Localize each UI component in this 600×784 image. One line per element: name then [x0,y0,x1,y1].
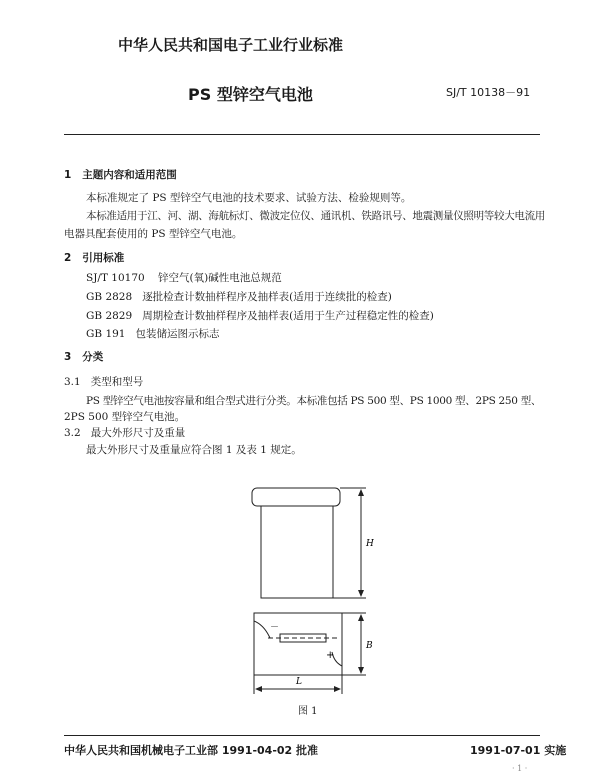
figure-battery-drawing [230,478,390,700]
subsection-title: 最大外形尺寸及重量 [90,427,186,439]
subsection-number: 3.2 [64,427,81,439]
reference-item [86,270,282,285]
reference-title: 锌空气(氧)碱性电池总规范 [158,272,282,284]
subsection-heading [64,374,143,389]
battery-body [261,506,333,598]
reference-code: GB 2828 [86,291,133,303]
arrowhead [358,489,364,496]
height-label: H [366,539,374,549]
footer-rule [64,735,540,736]
paragraph: PS 型锌空气电池按容量和组合型式进行分类。本标准包括 PS 500 型、PS 1000 型、2PS 250 型、 [86,395,542,407]
length-label: L [296,677,302,687]
figure-caption: 图 1 [298,706,318,717]
paragraph: 最大外形尺寸及重量应符合图 1 及表 1 规定。 [86,444,302,456]
effective-date: 1991-07-01 实施 [470,744,567,757]
negative-terminal-mark: － [270,623,280,633]
battery-cap [252,488,340,506]
reference-item [86,326,220,341]
section-number: 2 [64,252,72,264]
section-title: 主题内容和适用范围 [82,169,177,181]
positive-terminal-mark: + [326,650,335,661]
paragraph: 本标准规定了 PS 型锌空气电池的技术要求、试验方法、检验规则等。 [86,192,412,204]
arrowhead [358,590,364,597]
document-title: PS 型锌空气电池 [188,85,313,104]
standard-code: SJ/T 10138－91 [446,86,531,99]
section-title: 分类 [82,351,104,363]
reference-code: SJ/T 10170 [86,272,145,284]
arrowhead [334,686,341,692]
arrowhead [255,686,262,692]
arrowhead [358,614,364,621]
approval-statement: 中华人民共和国机械电子工业部 1991-04-02 批准 [64,744,319,757]
header-rule [64,134,540,135]
reference-item [86,308,434,323]
air-vent-curve [254,621,270,638]
width-label: B [366,641,373,651]
paragraph: 本标准适用于江、河、湖、海航标灯、微波定位仪、通讯机、铁路讯号、地震测量仪照明等较大电流用 [86,210,545,222]
arrowhead [358,667,364,674]
section-heading [64,167,177,182]
section-heading [64,349,103,364]
section-title: 引用标准 [82,252,125,264]
reference-code: GB 191 [86,328,126,340]
reference-title: 包装储运图示标志 [135,328,220,340]
paragraph: 电器具配套使用的 PS 型锌空气电池。 [64,228,243,240]
reference-title: 周期检查计数抽样程序及抽样表(适用于生产过程稳定性的检查) [142,310,434,322]
subsection-number: 3.1 [64,376,81,388]
reference-item [86,289,392,304]
subsection-heading [64,425,185,440]
section-number: 1 [64,169,72,181]
page-number: · 1 · [512,764,528,773]
paragraph: 2PS 500 型锌空气电池。 [64,411,186,423]
battery-top-view [254,613,342,675]
issuing-body: 中华人民共和国电子工业行业标准 [118,36,344,54]
reference-title: 逐批检查计数抽样程序及抽样表(适用于连续批的检查) [142,291,392,303]
section-heading [64,250,124,265]
section-number: 3 [64,351,72,363]
reference-code: GB 2829 [86,310,133,322]
subsection-title: 类型和型号 [90,376,144,388]
